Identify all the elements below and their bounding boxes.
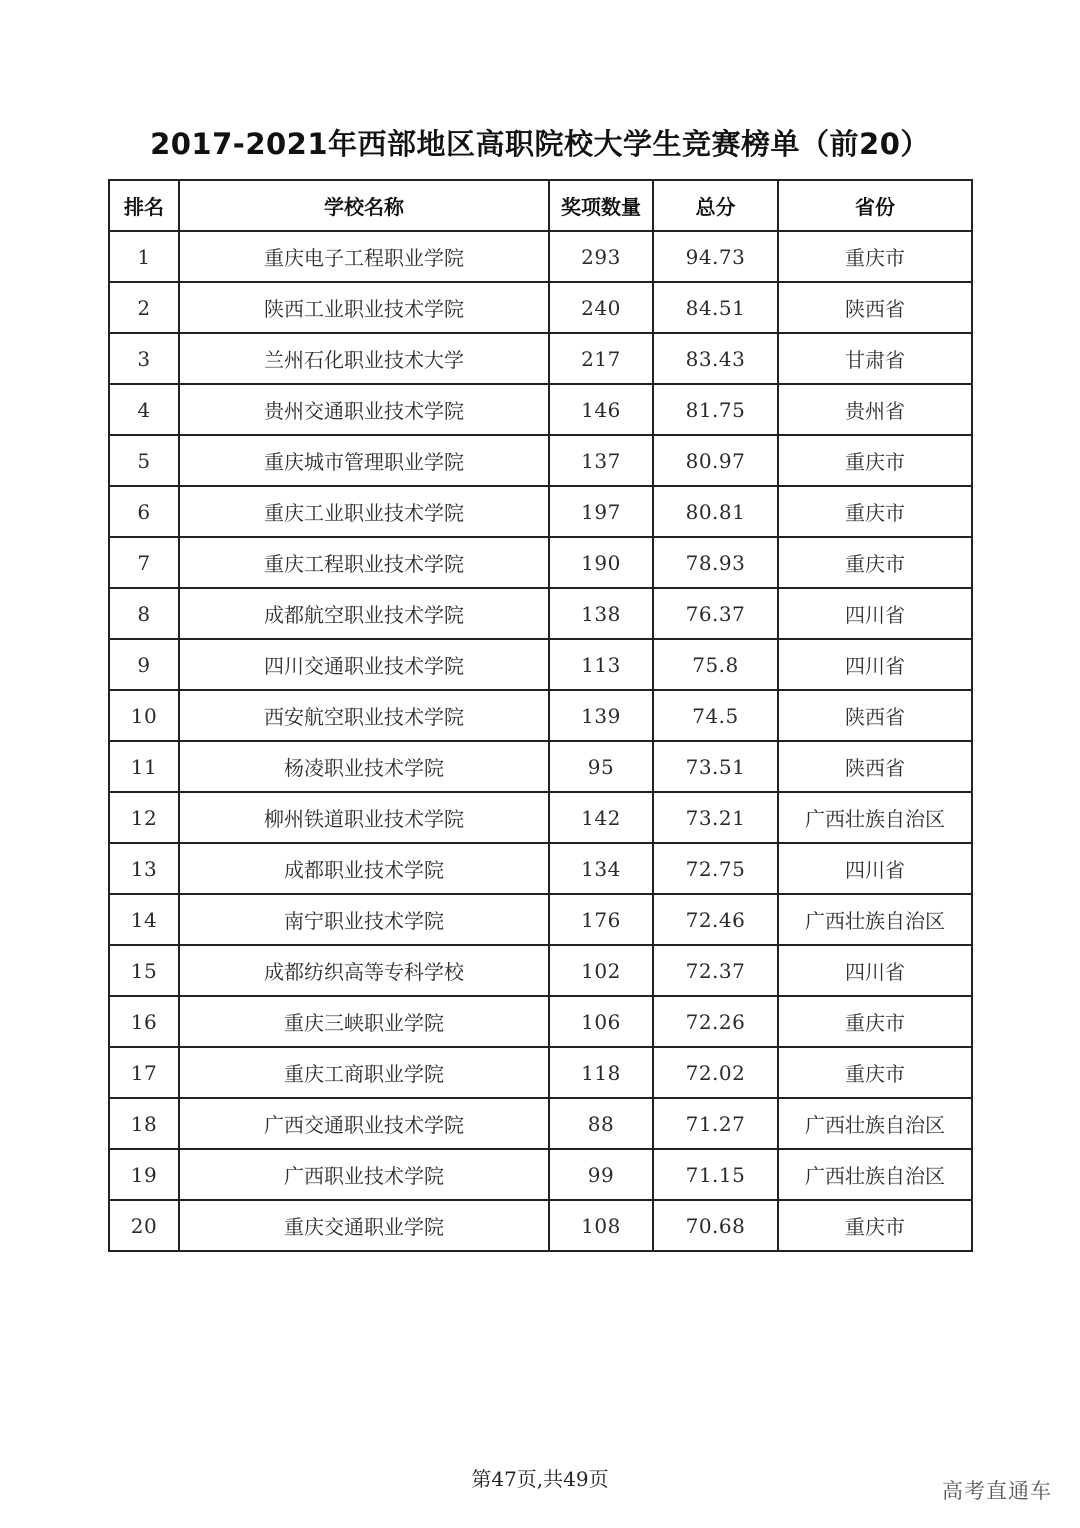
cell-total-score: 80.81 <box>653 486 778 537</box>
cell-province: 重庆市 <box>778 231 972 282</box>
table-row <box>109 843 972 894</box>
cell-total-score: 72.37 <box>653 945 778 996</box>
cell-award-count: 142 <box>549 792 653 843</box>
cell-rank: 3 <box>109 333 179 384</box>
cell-total-score: 72.75 <box>653 843 778 894</box>
cell-province: 四川省 <box>778 639 972 690</box>
cell-rank: 18 <box>109 1098 179 1149</box>
cell-rank: 8 <box>109 588 179 639</box>
watermark: 高考直通车 <box>942 1479 1052 1503</box>
cell-award-count: 138 <box>549 588 653 639</box>
cell-school-name: 成都纺织高等专科学校 <box>179 945 549 996</box>
cell-award-count: 108 <box>549 1200 653 1251</box>
table-row <box>109 1047 972 1098</box>
table-row <box>109 333 972 384</box>
cell-total-score: 73.51 <box>653 741 778 792</box>
table-row <box>109 1200 972 1251</box>
cell-total-score: 73.21 <box>653 792 778 843</box>
header-rank: 排名 <box>109 180 179 231</box>
header-school-name: 学校名称 <box>179 180 549 231</box>
cell-total-score: 72.02 <box>653 1047 778 1098</box>
header-award-count: 奖项数量 <box>549 180 653 231</box>
cell-province: 陕西省 <box>778 741 972 792</box>
cell-province: 重庆市 <box>778 435 972 486</box>
cell-rank: 20 <box>109 1200 179 1251</box>
page-number: 第47页,共49页 <box>471 1467 609 1491</box>
cell-province: 四川省 <box>778 588 972 639</box>
cell-rank: 16 <box>109 996 179 1047</box>
cell-school-name: 贵州交通职业技术学院 <box>179 384 549 435</box>
cell-province: 四川省 <box>778 945 972 996</box>
cell-province: 陕西省 <box>778 282 972 333</box>
cell-province: 重庆市 <box>778 486 972 537</box>
cell-province: 贵州省 <box>778 384 972 435</box>
cell-school-name: 成都职业技术学院 <box>179 843 549 894</box>
cell-school-name: 重庆工商职业学院 <box>179 1047 549 1098</box>
cell-rank: 14 <box>109 894 179 945</box>
cell-province: 广西壮族自治区 <box>778 894 972 945</box>
cell-total-score: 70.68 <box>653 1200 778 1251</box>
table-row <box>109 792 972 843</box>
header-province: 省份 <box>778 180 972 231</box>
cell-province: 重庆市 <box>778 1200 972 1251</box>
cell-school-name: 西安航空职业技术学院 <box>179 690 549 741</box>
cell-rank: 19 <box>109 1149 179 1200</box>
cell-total-score: 74.5 <box>653 690 778 741</box>
table-row <box>109 639 972 690</box>
cell-rank: 10 <box>109 690 179 741</box>
table-row <box>109 945 972 996</box>
cell-province: 广西壮族自治区 <box>778 1149 972 1200</box>
cell-province: 陕西省 <box>778 690 972 741</box>
cell-school-name: 重庆城市管理职业学院 <box>179 435 549 486</box>
cell-school-name: 重庆工程职业技术学院 <box>179 537 549 588</box>
cell-school-name: 杨凌职业技术学院 <box>179 741 549 792</box>
table-row <box>109 486 972 537</box>
cell-rank: 6 <box>109 486 179 537</box>
cell-award-count: 197 <box>549 486 653 537</box>
table-row <box>109 690 972 741</box>
cell-award-count: 102 <box>549 945 653 996</box>
cell-school-name: 兰州石化职业技术大学 <box>179 333 549 384</box>
table-row <box>109 384 972 435</box>
cell-school-name: 广西职业技术学院 <box>179 1149 549 1200</box>
cell-school-name: 广西交通职业技术学院 <box>179 1098 549 1149</box>
table-row <box>109 1098 972 1149</box>
cell-award-count: 118 <box>549 1047 653 1098</box>
header-total-score: 总分 <box>653 180 778 231</box>
cell-rank: 2 <box>109 282 179 333</box>
cell-award-count: 88 <box>549 1098 653 1149</box>
cell-award-count: 113 <box>549 639 653 690</box>
cell-province: 甘肃省 <box>778 333 972 384</box>
cell-rank: 13 <box>109 843 179 894</box>
cell-school-name: 四川交通职业技术学院 <box>179 639 549 690</box>
cell-rank: 1 <box>109 231 179 282</box>
cell-total-score: 72.46 <box>653 894 778 945</box>
cell-award-count: 99 <box>549 1149 653 1200</box>
cell-rank: 9 <box>109 639 179 690</box>
document-title: 2017-2021年西部地区高职院校大学生竞赛榜单（前20） <box>150 127 930 161</box>
cell-total-score: 81.75 <box>653 384 778 435</box>
cell-total-score: 71.27 <box>653 1098 778 1149</box>
cell-award-count: 293 <box>549 231 653 282</box>
cell-rank: 15 <box>109 945 179 996</box>
cell-rank: 12 <box>109 792 179 843</box>
cell-total-score: 94.73 <box>653 231 778 282</box>
cell-award-count: 240 <box>549 282 653 333</box>
cell-rank: 7 <box>109 537 179 588</box>
cell-rank: 5 <box>109 435 179 486</box>
cell-rank: 17 <box>109 1047 179 1098</box>
cell-total-score: 76.37 <box>653 588 778 639</box>
cell-rank: 11 <box>109 741 179 792</box>
cell-province: 广西壮族自治区 <box>778 1098 972 1149</box>
cell-rank: 4 <box>109 384 179 435</box>
cell-school-name: 重庆工业职业技术学院 <box>179 486 549 537</box>
cell-award-count: 217 <box>549 333 653 384</box>
cell-school-name: 柳州铁道职业技术学院 <box>179 792 549 843</box>
cell-total-score: 83.43 <box>653 333 778 384</box>
cell-province: 重庆市 <box>778 1047 972 1098</box>
table-row <box>109 588 972 639</box>
table-row <box>109 996 972 1047</box>
table-row <box>109 537 972 588</box>
cell-award-count: 106 <box>549 996 653 1047</box>
cell-total-score: 78.93 <box>653 537 778 588</box>
table-row <box>109 231 972 282</box>
cell-award-count: 137 <box>549 435 653 486</box>
table-row <box>109 741 972 792</box>
table-header-row <box>109 180 972 231</box>
table-body <box>109 231 972 1251</box>
cell-school-name: 重庆电子工程职业学院 <box>179 231 549 282</box>
cell-school-name: 重庆三峡职业学院 <box>179 996 549 1047</box>
table-row <box>109 282 972 333</box>
cell-school-name: 成都航空职业技术学院 <box>179 588 549 639</box>
cell-award-count: 146 <box>549 384 653 435</box>
cell-award-count: 95 <box>549 741 653 792</box>
table-row <box>109 894 972 945</box>
table-row <box>109 1149 972 1200</box>
cell-award-count: 190 <box>549 537 653 588</box>
cell-province: 四川省 <box>778 843 972 894</box>
cell-province: 广西壮族自治区 <box>778 792 972 843</box>
table-row <box>109 435 972 486</box>
cell-school-name: 陕西工业职业技术学院 <box>179 282 549 333</box>
cell-school-name: 南宁职业技术学院 <box>179 894 549 945</box>
cell-award-count: 139 <box>549 690 653 741</box>
cell-province: 重庆市 <box>778 996 972 1047</box>
cell-total-score: 84.51 <box>653 282 778 333</box>
cell-province: 重庆市 <box>778 537 972 588</box>
cell-award-count: 176 <box>549 894 653 945</box>
cell-total-score: 75.8 <box>653 639 778 690</box>
cell-total-score: 72.26 <box>653 996 778 1047</box>
cell-award-count: 134 <box>549 843 653 894</box>
cell-total-score: 80.97 <box>653 435 778 486</box>
cell-school-name: 重庆交通职业学院 <box>179 1200 549 1251</box>
cell-total-score: 71.15 <box>653 1149 778 1200</box>
ranking-table <box>108 179 973 1252</box>
